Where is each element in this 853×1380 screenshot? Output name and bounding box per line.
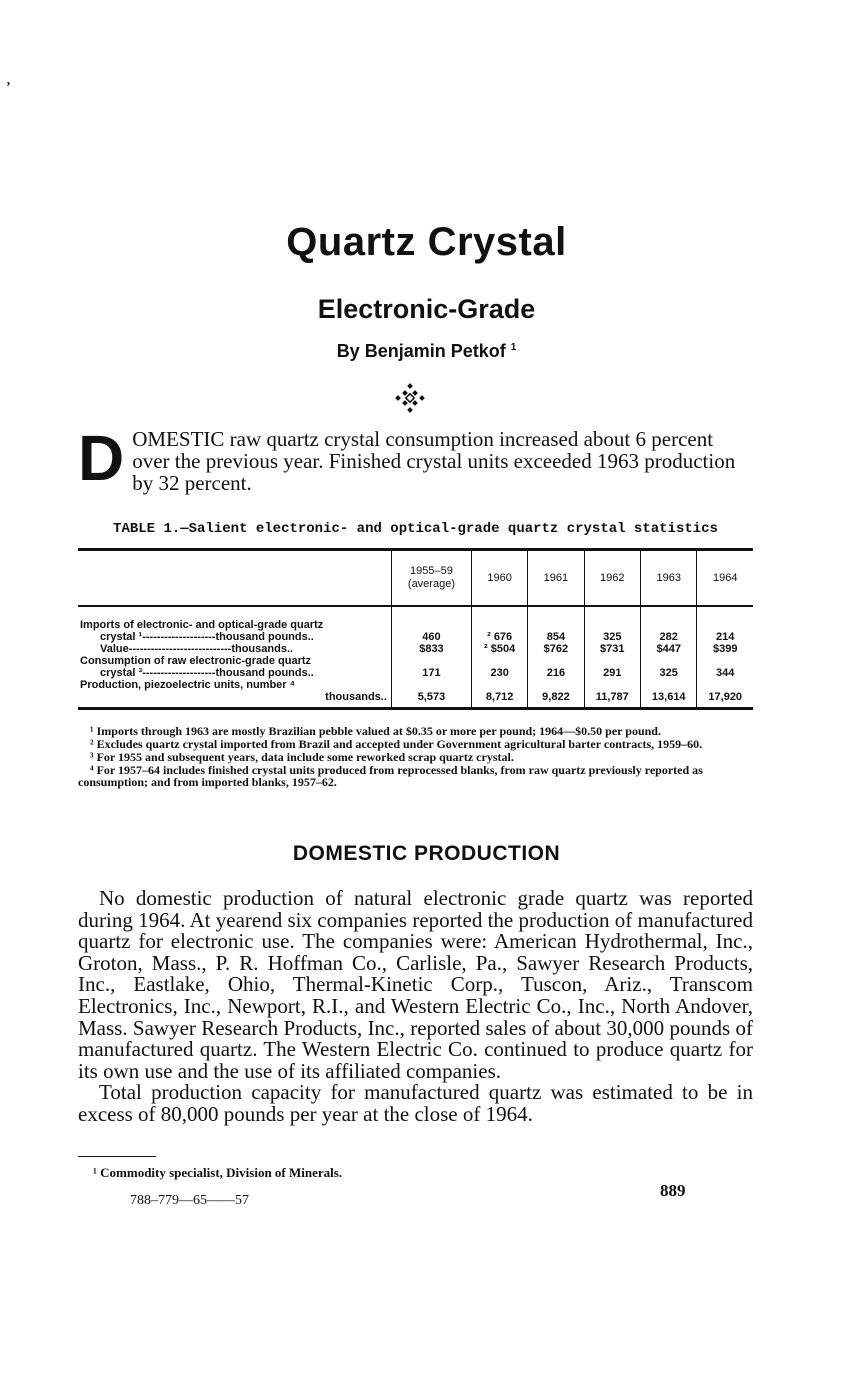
intro-lead: OMESTIC bbox=[132, 427, 225, 451]
byline-footnote-marker: 1 bbox=[510, 342, 517, 353]
table-cell: $762 bbox=[528, 643, 584, 655]
column-header: 1964 bbox=[697, 550, 753, 607]
body-text bbox=[78, 888, 753, 1126]
table-cell: $399 bbox=[697, 643, 753, 655]
table-cell: $833 bbox=[391, 643, 471, 655]
table-cell: $447 bbox=[641, 643, 697, 655]
drop-cap: D bbox=[78, 422, 125, 494]
column-header: 1955–59 (average) bbox=[391, 550, 471, 607]
row-label: Value----------------------------thousands.. bbox=[100, 643, 294, 655]
table-row bbox=[78, 655, 753, 679]
page-number: 889 bbox=[660, 1181, 686, 1200]
table-cell: 11,787 bbox=[584, 679, 640, 709]
table-cell: 171 bbox=[391, 655, 471, 679]
body-paragraph: No domestic production of natural electronic grade quartz was reported during 1964. At yearend six companies reported the production of manufactured quartz for electronic use. The companies were: American Hydrothermal, Inc., Groton, Mass., P. R. Hoffman Co., Carlisle, Pa., Sawyer Research Products, Inc., Eastlake, Ohio, Thermal-Kinetic Corp., Tuscon, Ariz., Transcom Electronics, Inc., Newport, R.I., and Western Electric Co., Inc., North Andover, Mass. Sawyer Research Products, Inc., reported sales of about 30,000 pounds of manufactured quartz. The Western Electric Co. continued to produce quartz for its own use and the use of its affiliated companies. bbox=[78, 886, 753, 1083]
column-header: 1961 bbox=[528, 550, 584, 607]
column-header: 1960 bbox=[472, 550, 528, 607]
table-footnote: ² Excludes quartz crystal imported from Brazil and accepted under Government agricultural barter contracts, 1959–60. bbox=[90, 737, 703, 751]
table-cell: 17,920 bbox=[697, 679, 753, 709]
body-paragraph: Total production capacity for manufactured quartz was estimated to be in excess of 80,000 pounds per year at the close of 1964. bbox=[78, 1080, 753, 1126]
page-footnote: ¹ Commodity specialist, Division of Minerals. bbox=[93, 1165, 343, 1180]
page-subtitle: Electronic-Grade bbox=[317, 294, 536, 324]
table-cell: 282 bbox=[641, 619, 697, 643]
table-footnotes bbox=[78, 725, 753, 789]
table-cell: 216 bbox=[528, 655, 584, 679]
table-cell: 291 bbox=[584, 655, 640, 679]
byline-text: By Benjamin Petkof bbox=[336, 341, 506, 361]
ornament-icon bbox=[395, 383, 425, 413]
column-header: 1962 bbox=[584, 550, 640, 607]
table-cell: 214 bbox=[697, 619, 753, 643]
table-header-row bbox=[78, 550, 753, 607]
table-footnote: ¹ Imports through 1963 are mostly Brazilian pebble valued at $0.35 or more per pound; 1964—$0.50 per pound. bbox=[90, 724, 661, 738]
table-row bbox=[78, 643, 753, 655]
table-cell: 8,712 bbox=[472, 679, 528, 709]
row-label: Production, piezoelectric units, number ⁴ thousands.. bbox=[80, 679, 387, 703]
table-footnote: ⁴ For 1957–64 includes finished crystal units produced from reprocessed blanks, from raw quartz previously reported as consumption; and from imported blanks, 1957–62. bbox=[78, 763, 703, 789]
stray-mark: ʼ bbox=[6, 80, 11, 95]
table-row bbox=[78, 619, 753, 643]
intro-text: raw quartz crystal consumption increased about 6 percent over the previous year. Finished crystal units exceeded 1963 production by 32 percent. bbox=[132, 427, 736, 495]
row-label: Consumption of raw electronic-grade quartz crystal ³--------------------thousand pounds.. bbox=[80, 655, 314, 679]
table-stub-header bbox=[78, 550, 391, 607]
table-cell: 325 bbox=[641, 655, 697, 679]
table-cell: ² 676 bbox=[472, 619, 528, 643]
print-code: 788–779—65——57 bbox=[130, 1193, 249, 1208]
table-cell: 460 bbox=[391, 619, 471, 643]
byline bbox=[0, 341, 853, 362]
row-label: Imports of electronic- and optical-grade quartz crystal ¹--------------------thousand pounds.. bbox=[80, 619, 324, 643]
table-caption: TABLE 1.—Salient electronic- and optical-grade quartz crystal statistics bbox=[113, 521, 718, 537]
table-cell: 5,573 bbox=[391, 679, 471, 709]
intro-paragraph bbox=[78, 422, 753, 495]
table-cell: ² $504 bbox=[472, 643, 528, 655]
table-footnote: ³ For 1955 and subsequent years, data include some reworked scrap quartz crystal. bbox=[90, 750, 514, 764]
table-cell: 854 bbox=[528, 619, 584, 643]
page-title: Quartz Crystal bbox=[286, 220, 567, 264]
footnote-rule bbox=[78, 1156, 156, 1157]
table-row bbox=[78, 679, 753, 709]
table-cell: $731 bbox=[584, 643, 640, 655]
table-cell: 230 bbox=[472, 655, 528, 679]
statistics-table bbox=[78, 548, 753, 710]
table-cell: 344 bbox=[697, 655, 753, 679]
section-heading: DOMESTIC PRODUCTION bbox=[292, 842, 561, 865]
column-header: 1963 bbox=[641, 550, 697, 607]
table-cell: 13,614 bbox=[641, 679, 697, 709]
table-cell: 325 bbox=[584, 619, 640, 643]
table-cell: 9,822 bbox=[528, 679, 584, 709]
